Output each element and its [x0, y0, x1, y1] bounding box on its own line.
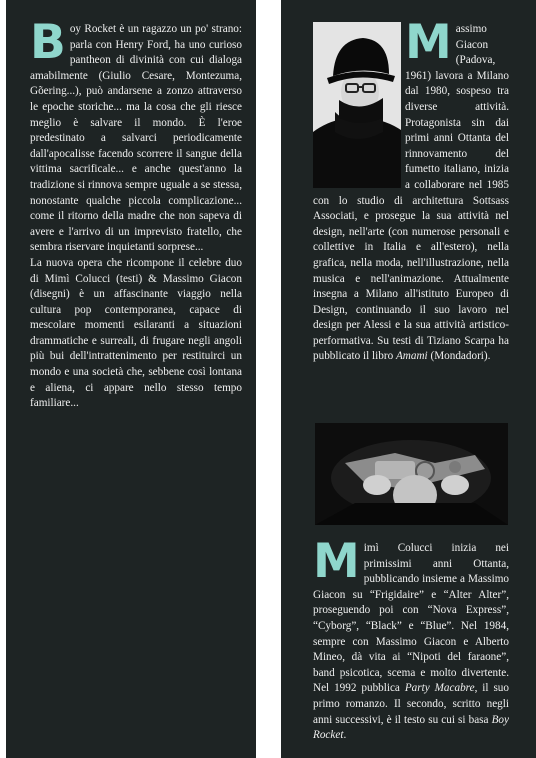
drop-cap: B — [30, 15, 66, 70]
author-photo-colucci — [315, 423, 508, 525]
colucci-bio — [313, 534, 509, 744]
photo-spacer — [313, 22, 405, 192]
synopsis-text — [30, 15, 242, 412]
drop-cap: M — [405, 15, 452, 70]
synopsis-paragraph-2: La nuova opera che ricompone il celebre duo di Mimì Colucci (testi) & Massimo Giacon (disegni) è un affascinante viaggio nella cultura pop contemporanea, capace di mescolare momenti esilaranti a situazioni drammatiche e surreali, di frugare negli angoli più bui dell'intrattenimento per restituirci un mondo e una società che, sebbene così lontana e aliena, ci appare nello stesso tempo familiare... — [30, 256, 242, 410]
giacon-bio — [313, 15, 509, 365]
colucci-bio-text: imì Colucci inizia nei primissimi anni Ottanta, pubblicando insieme a Massimo Giacon su “Frigidaire” e “Alter Alter”, proseguendo poi con “Nova Express”, “Cyborg”, “Black” e “Blue”. Nel 1984, sempre con Massimo Giacon e Alberto Mineo, dà vita ai “Nipoti del faraone”, band psicotica, scema e molto divertente. Nel 1992 pubblica — [313, 542, 509, 695]
left-panel — [6, 0, 256, 758]
colucci-bio-paragraph — [313, 534, 509, 744]
colucci-bio-middle: , il suo primo romanzo. Il secondo, scritto negli anni successivi, è il testo su cui si basa — [313, 682, 509, 726]
book-title-boy-rocket: Boy Rocket — [313, 713, 509, 742]
synopsis-intro: oy Rocket è un ragazzo un po' strano: parla con Henry Ford, ha uno curioso pantheon di divinità con cui dialoga amabilmente (Giulio Cesare, Montezuma, Gõering...), può andarsene a zonzo attraverso le epoche storiche... ma la cosa che gli riesce meglio è salvare il mondo. È l'eroe predestinato a salvarci periodicamente dall'apocalisse facendo scorrere il sangue della vittima sacrificale... e anche quest'anno la tradizione si rinnova sempre uguale a se stessa, nonostante qualche piccola complicazione... come il ritorno della madre che non sapeva di avere e l'arrivo di un imprevisto fratello, che sembra riservare inquietanti sorprese... — [30, 23, 242, 254]
giacon-bio-end: (Mondadori). — [427, 350, 491, 363]
drop-cap: M — [313, 534, 360, 589]
right-panel — [281, 0, 536, 758]
giacon-bio-text: assimo Giacon (Padova, 1961) lavora a Milano dal 1980, sospeso tra diverse attività. Protagonista sin dai primi anni Ottanta del rinnovamento del fumetto italiano, inizia a collaborare nel 1985 con lo studio di architettura Sottsass Associati, e prosegue la sua attività nel design, nell'arte (con numerose personali e collettive in Italia e all'estero), nella grafica, nella moda, nell'illustrazione, nella musica e nell'animazione. Attualmente insegna a Milano all'istituto Europeo di Design, continuando il suo lavoro nel design per Alessi e la sua attività artistico-performativa. Su testi di Tiziano Scarpa ha pubblicato il libro — [313, 23, 509, 363]
book-title-party-macabre: Party Macabre — [404, 682, 475, 695]
colucci-bio-end: . — [343, 729, 347, 742]
synopsis-paragraph-1 — [30, 15, 242, 256]
book-title-amami: Amami — [395, 350, 428, 363]
